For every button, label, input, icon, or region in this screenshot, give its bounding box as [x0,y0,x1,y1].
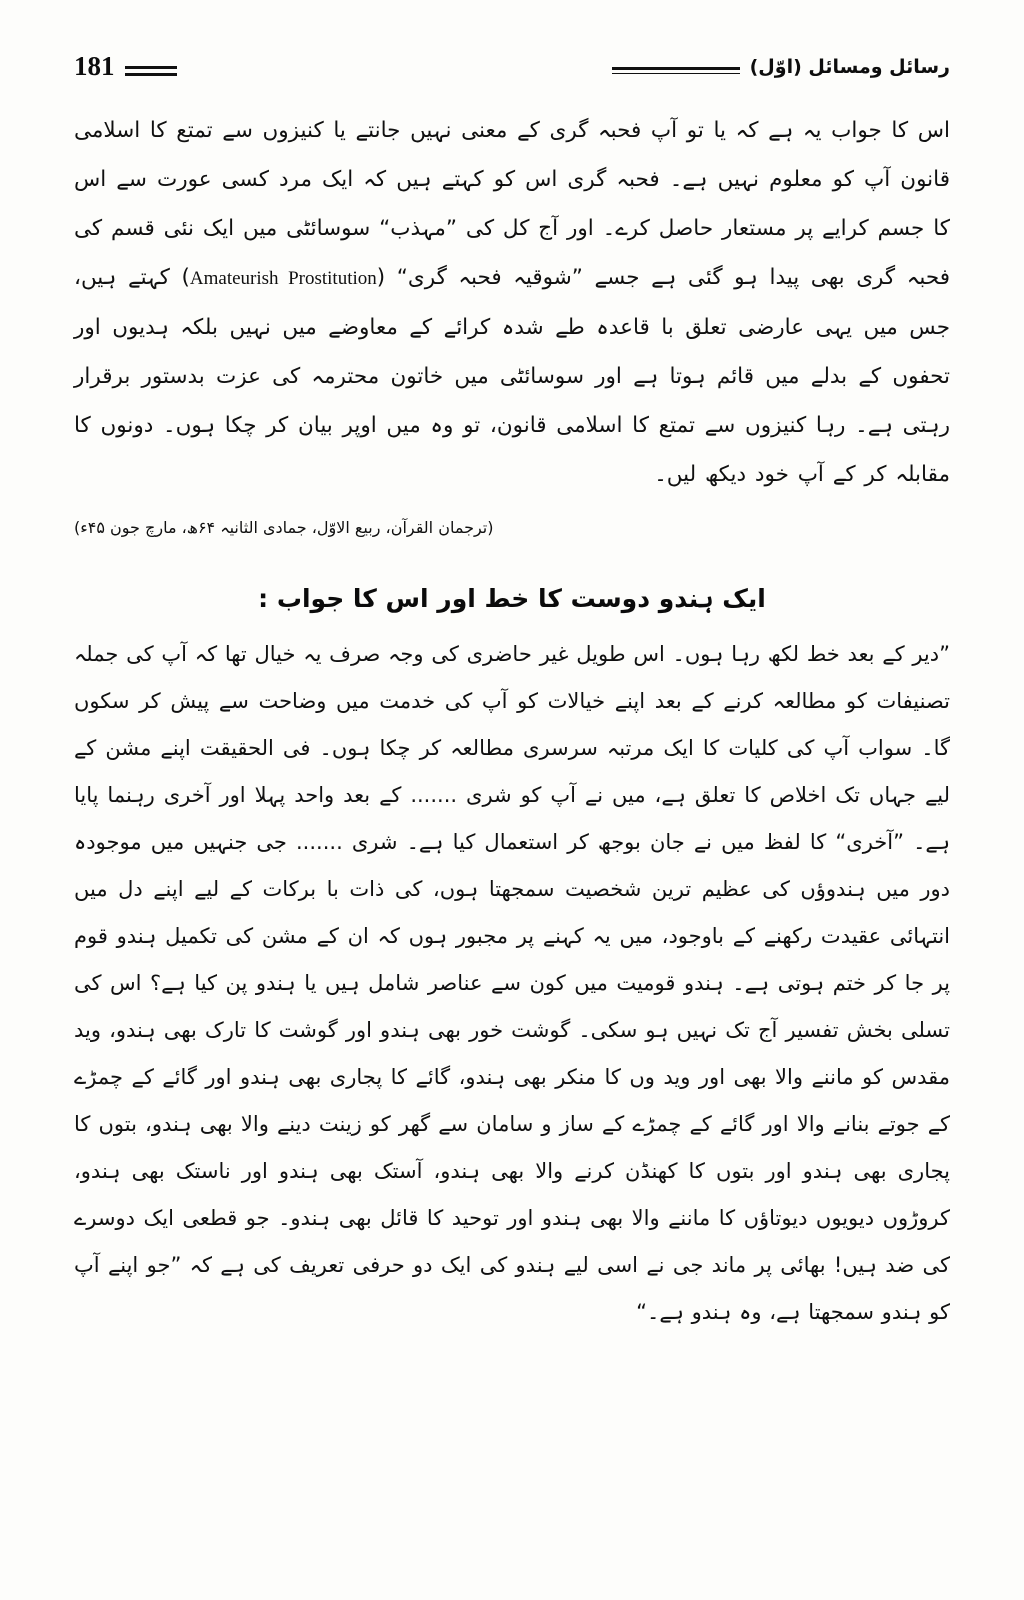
latin-term: Amateurish Prostitution [189,268,377,289]
main-paragraph-part1: اس کا جواب یہ ہے کہ یا تو آپ فحبہ گری کے معنی نہیں جانتے یا کنیزوں سے تمتع کا اسلامی قانون آپ کو معلوم نہیں ہے۔ فحبہ گری اس کو کہتے ہیں کہ ایک مرد کسی عورت سے اس کا جسم کرایے پر مستعار حاصل کرے۔ اور آج کل کی ”مہذب“ سوسائٹی میں ایک نئی قسم کی فحبہ گری بھی پیدا ہو گئی ہے جسے ”شوقیہ فحبہ گری“ ( [74,118,950,290]
page-number-group [74,50,177,82]
page-header [74,44,950,90]
header-rule [125,66,177,69]
book-title: رسائل ومسائل (اوّل) [744,56,950,78]
letter-body-text [74,631,950,1336]
main-paragraph [74,106,950,499]
letter-paragraph: ”دیر کے بعد خط لکھ رہا ہوں۔ اس طویل غیر حاضری کی وجہ صرف یہ خیال تھا کہ آپ کی جملہ تصنیفات کو مطالعہ کرنے کے بعد اپنے خیالات کو آپ کی خدمت میں وضاحت سے پیش کر سکوں گا۔ سواب آپ کی کلیات کا ایک مرتبہ سرسری مطالعہ کر چکا ہوں۔ فی الحقیقت اپنے مشن کے لیے جہاں تک اخلاص کا تعلق ہے، میں نے آپ کو شری ....... کے بعد واحد پہلا اور آخری رہنما پایا ہے۔ ”آخری“ کا لفظ میں نے جان بوجھ کر استعمال کیا ہے۔ شری ....... جی جنہیں میں موجودہ دور میں ہندوؤں کی عظیم ترین شخصیت سمجھتا ہوں، کی ذات با برکات کے لیے اپنے دل میں انتہائی عقیدت رکھنے کے باوجود، میں یہ کہنے پر مجبور ہوں کہ ان کے مشن کی تکمیل ہندو قوم پر جا کر ختم ہوتی ہے۔ ہندو قومیت میں کون سے عناصر شامل ہیں یا ہندو پن کیا ہے؟ اس کی تسلی بخش تفسیر آج تک نہیں ہو سکی۔ گوشت خور بھی ہندو اور گوشت کا تارک بھی ہندو، وید مقدس کو ماننے والا بھی اور وید وں کا منکر بھی ہندو، گائے کا پجاری بھی ہندو اور گائے کے چمڑے کے جوتے بنانے والا اور گائے کے چمڑے کے ساز و سامان سے گھر کو زینت دینے والا بھی ہندو، بتوں کا پجاری بھی ہندو اور بتوں کا کھنڈن کرنے والا بھی ہندو، آستک بھی ہندو اور ناستک بھی ہندو، کروڑوں دیویوں دیوتاؤں کا ماننے والا بھی ہندو اور توحید کا قائل بھی ہندو۔ جو قطعی ایک دوسرے کی ضد ہیں! بھائی پر ماند جی نے اسی لیے ہندو کی ایک دو حرفی تعریف کی ہے کہ ”جو اپنے آپ کو ہندو سمجھتا ہے، وہ ہندو ہے۔“ [74,642,950,1324]
source-citation: (ترجمان القرآن، ربیع الاوّل، جمادی الثانیہ ۶۴ھ، مارچ جون ۴۵ء) [74,518,494,537]
main-paragraph-part2: ) کہتے ہیں، جس میں یہی عارضی تعلق با قاعدہ طے شدہ کرائے کے معاوضے میں نہیں بلکہ ہدیوں اور تحفوں کے بدلے میں قائم ہوتا ہے اور سوسائٹی میں خاتون محترمہ کی عزت بدستور برقرار رہتی ہے۔ رہا کنیزوں سے تمتع کا اسلامی قانون، تو وہ میں اوپر بیان کر چکا ہوں۔ دونوں کا مقابلہ کر کے آپ خود دیکھ لیں۔ [74,265,950,487]
section-heading: ایک ہندو دوست کا خط اور اس کا جواب : [258,584,766,613]
page-number: 181 [74,50,115,81]
main-body-text [74,106,950,499]
